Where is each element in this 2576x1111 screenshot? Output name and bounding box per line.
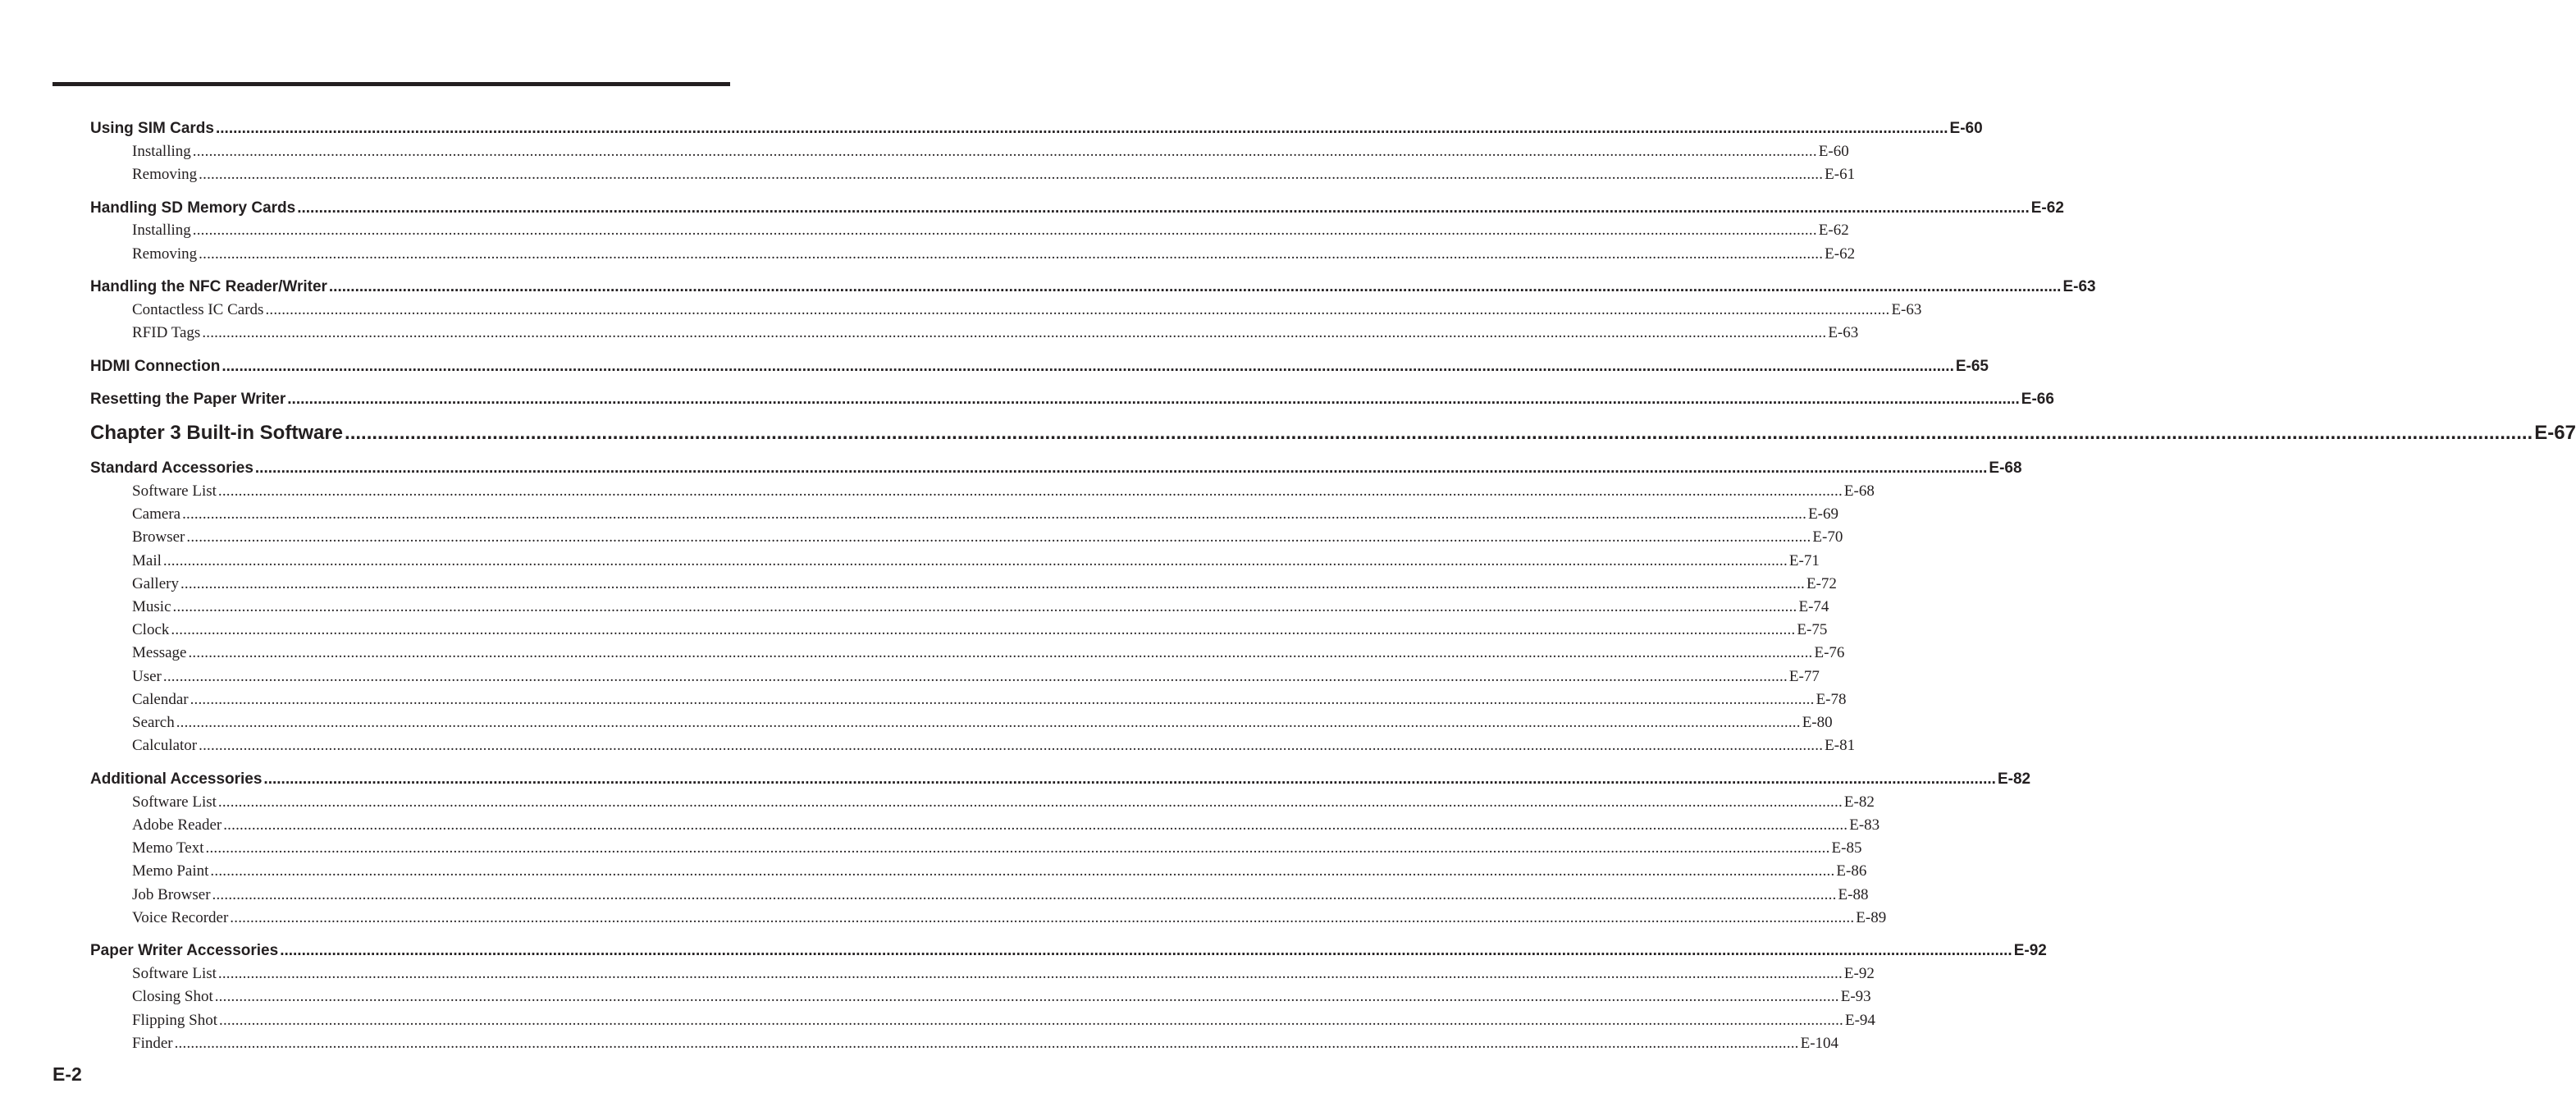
dot-leader: ................................................................................................................................................................................................................................................................................................................................................................................................................ xyxy=(287,391,2020,408)
toc-entry-label: Search xyxy=(132,714,175,731)
dot-leader: ................................................................................................................................................................................................................................................................................................................................................................................................................ xyxy=(263,770,1996,788)
toc-subentry[interactable] xyxy=(132,324,1859,342)
toc-subentry[interactable] xyxy=(132,965,1875,983)
toc-entry-label: Flipping Shot xyxy=(132,1012,217,1029)
dot-leader: ................................................................................................................................................................................................................................................................................................................................................................................................................ xyxy=(186,528,1811,546)
toc-subentry[interactable] xyxy=(132,839,1862,857)
toc-entry-page: E-68 xyxy=(1989,459,2022,477)
toc-entry-label: Calendar xyxy=(132,691,189,708)
toc-subentry[interactable] xyxy=(132,988,1871,1006)
dot-leader: ................................................................................................................................................................................................................................................................................................................................................................................................................ xyxy=(188,644,1813,661)
toc-entry-page: E-78 xyxy=(1816,691,1847,708)
toc-section-entry[interactable] xyxy=(90,770,2031,789)
toc-entry-page: E-93 xyxy=(1840,988,1871,1005)
toc-subentry[interactable] xyxy=(132,301,1922,319)
dot-leader: ................................................................................................................................................................................................................................................................................................................................................................................................................ xyxy=(265,301,1890,318)
toc-entry-label: Memo Paint xyxy=(132,862,209,880)
toc-entry-label: Contactless IC Cards xyxy=(132,301,264,318)
dot-leader: ................................................................................................................................................................................................................................................................................................................................................................................................................ xyxy=(172,598,1797,615)
toc-entry-page: E-104 xyxy=(1800,1035,1839,1052)
dot-leader: ................................................................................................................................................................................................................................................................................................................................................................................................................ xyxy=(217,965,1843,982)
toc-entry-label: Software List xyxy=(132,965,217,982)
toc-entry-page: E-82 xyxy=(1997,770,2031,788)
toc-entry-label: Mail xyxy=(132,552,162,569)
toc-section-entry[interactable] xyxy=(90,942,2047,960)
toc-entry-page: E-77 xyxy=(1788,668,1820,685)
dot-leader: ................................................................................................................................................................................................................................................................................................................................................................................................................ xyxy=(162,668,1788,685)
toc-entry-label: Calculator xyxy=(132,737,198,754)
toc-subentry[interactable] xyxy=(132,1012,1875,1030)
toc-entry-page: E-85 xyxy=(1831,839,1862,857)
toc-subentry[interactable] xyxy=(132,143,1849,161)
toc-entry-label: Installing xyxy=(132,222,191,239)
toc-entry-label: Installing xyxy=(132,143,191,160)
toc-section-entry[interactable] xyxy=(90,199,2064,217)
toc-entry-page: E-88 xyxy=(1838,886,1869,903)
toc-entry-label: Handling SD Memory Cards xyxy=(90,199,296,217)
toc-entry-page: E-81 xyxy=(1825,737,1856,754)
toc-subentry[interactable] xyxy=(132,886,1869,904)
toc-subentry[interactable] xyxy=(132,909,1887,927)
toc-entry-label: Software List xyxy=(132,793,217,811)
dot-leader: ................................................................................................................................................................................................................................................................................................................................................................................................................ xyxy=(199,166,1824,183)
toc-entry-page: E-61 xyxy=(1825,166,1856,183)
toc-subentry[interactable] xyxy=(132,482,1875,501)
dot-leader: ................................................................................................................................................................................................................................................................................................................................................................................................................ xyxy=(219,1012,1843,1029)
dot-leader: ................................................................................................................................................................................................................................................................................................................................................................................................................ xyxy=(230,909,1855,926)
toc-entry-page: E-66 xyxy=(2021,391,2054,408)
toc-entry-page: E-86 xyxy=(1836,862,1867,880)
toc-entry-label: Resetting the Paper Writer xyxy=(90,391,286,408)
toc-subentry[interactable] xyxy=(132,793,1875,812)
toc-entry-page: E-83 xyxy=(1849,816,1880,834)
toc-entry-page: E-63 xyxy=(2062,278,2096,295)
toc-entry-page: E-62 xyxy=(2030,199,2064,217)
toc-entry-label: Chapter 3 Built-in Software xyxy=(90,422,344,444)
toc-entry-page: E-94 xyxy=(1845,1012,1875,1029)
toc-section-entry[interactable] xyxy=(90,459,2022,478)
toc-entry-label: Finder xyxy=(132,1035,173,1052)
toc-entry-page: E-63 xyxy=(1828,324,1859,341)
toc-entry-page: E-76 xyxy=(1814,644,1845,661)
toc-entry-label: Job Browser xyxy=(132,886,211,903)
dot-leader: ................................................................................................................................................................................................................................................................................................................................................................................................................ xyxy=(345,422,2533,444)
toc-entry-page: E-63 xyxy=(1891,301,1922,318)
toc-entry-label: Handling the NFC Reader/Writer xyxy=(90,278,327,295)
toc-entry-label: Adobe Reader xyxy=(132,816,222,834)
dot-leader: ................................................................................................................................................................................................................................................................................................................................................................................................................ xyxy=(174,1035,1799,1052)
toc-section-entry[interactable] xyxy=(90,391,2054,409)
toc-entry-label: Paper Writer Accessories xyxy=(90,942,279,959)
dot-leader: ................................................................................................................................................................................................................................................................................................................................................................................................................ xyxy=(222,358,1954,375)
dot-leader: ................................................................................................................................................................................................................................................................................................................................................................................................................ xyxy=(210,862,1835,880)
toc-entry-page: E-62 xyxy=(1825,245,1856,263)
dot-leader: ................................................................................................................................................................................................................................................................................................................................................................................................................ xyxy=(192,222,1817,239)
dot-leader: ................................................................................................................................................................................................................................................................................................................................................................................................................ xyxy=(205,839,1830,857)
toc-entry-label: Voice Recorder xyxy=(132,909,229,926)
toc-entry-label: Gallery xyxy=(132,575,179,592)
toc-entry-page: E-92 xyxy=(2013,942,2047,959)
toc-entry-label: Camera xyxy=(132,505,181,523)
dot-leader: ................................................................................................................................................................................................................................................................................................................................................................................................................ xyxy=(190,691,1815,708)
toc-section-entry[interactable] xyxy=(90,120,1983,138)
toc-entry-page: E-92 xyxy=(1843,965,1875,982)
toc-subentry[interactable] xyxy=(132,528,1843,546)
toc-subentry[interactable] xyxy=(132,552,1820,570)
toc-entry-page: E-71 xyxy=(1788,552,1820,569)
toc-entry-label: Clock xyxy=(132,621,170,638)
dot-leader: ................................................................................................................................................................................................................................................................................................................................................................................................................ xyxy=(217,793,1843,811)
toc-subentry[interactable] xyxy=(132,245,1856,263)
dot-leader: ................................................................................................................................................................................................................................................................................................................................................................................................................ xyxy=(182,505,1807,523)
toc-section-entry[interactable] xyxy=(90,278,2096,296)
dot-leader: ................................................................................................................................................................................................................................................................................................................................................................................................................ xyxy=(254,459,1988,477)
dot-leader: ................................................................................................................................................................................................................................................................................................................................................................................................................ xyxy=(162,552,1788,569)
toc-subentry[interactable] xyxy=(132,737,1856,755)
toc-entry-page: E-89 xyxy=(1856,909,1887,926)
toc-entry-page: E-68 xyxy=(1843,482,1875,500)
toc-subentry[interactable] xyxy=(132,598,1829,616)
toc-subentry[interactable] xyxy=(132,668,1820,686)
dot-leader: ................................................................................................................................................................................................................................................................................................................................................................................................................ xyxy=(212,886,1837,903)
dot-leader: ................................................................................................................................................................................................................................................................................................................................................................................................................ xyxy=(217,482,1843,500)
toc-entry-label: Closing Shot xyxy=(132,988,213,1005)
dot-leader: ................................................................................................................................................................................................................................................................................................................................................................................................................ xyxy=(202,324,1827,341)
toc-entry-label: Browser xyxy=(132,528,185,546)
dot-leader: ................................................................................................................................................................................................................................................................................................................................................................................................................ xyxy=(199,737,1824,754)
toc-entry-label: Standard Accessories xyxy=(90,459,253,477)
toc-entry-page: E-62 xyxy=(1818,222,1849,239)
toc-entry-page: E-80 xyxy=(1802,714,1833,731)
dot-leader: ................................................................................................................................................................................................................................................................................................................................................................................................................ xyxy=(215,120,1948,137)
toc-entry-label: User xyxy=(132,668,162,685)
toc-entry-label: HDMI Connection xyxy=(90,358,221,375)
dot-leader: ................................................................................................................................................................................................................................................................................................................................................................................................................ xyxy=(180,575,1805,592)
toc-entry-page: E-75 xyxy=(1797,621,1828,638)
toc-subentry[interactable] xyxy=(132,1035,1839,1053)
toc-entry-page: E-74 xyxy=(1798,598,1829,615)
toc-entry-label: Using SIM Cards xyxy=(90,120,214,137)
dot-leader: ................................................................................................................................................................................................................................................................................................................................................................................................................ xyxy=(199,245,1824,263)
toc-subentry[interactable] xyxy=(132,166,1856,184)
toc-subentry[interactable] xyxy=(132,505,1839,523)
top-rule xyxy=(53,82,730,86)
toc-subentry[interactable] xyxy=(132,714,1833,732)
toc-chapter-entry[interactable] xyxy=(90,422,2576,445)
dot-leader: ................................................................................................................................................................................................................................................................................................................................................................................................................ xyxy=(171,621,1796,638)
toc-entry-label: Software List xyxy=(132,482,217,500)
toc-entry-label: Removing xyxy=(132,245,198,263)
dot-leader: ................................................................................................................................................................................................................................................................................................................................................................................................................ xyxy=(214,988,1839,1005)
toc-entry-page: E-70 xyxy=(1812,528,1843,546)
toc-subentry[interactable] xyxy=(132,575,1837,593)
dot-leader: ................................................................................................................................................................................................................................................................................................................................................................................................................ xyxy=(223,816,1848,834)
dot-leader: ................................................................................................................................................................................................................................................................................................................................................................................................................ xyxy=(192,143,1817,160)
toc-subentry[interactable] xyxy=(132,862,1867,880)
dot-leader: ................................................................................................................................................................................................................................................................................................................................................................................................................ xyxy=(176,714,1801,731)
dot-leader: ................................................................................................................................................................................................................................................................................................................................................................................................................ xyxy=(280,942,2012,959)
toc-entry-label: RFID Tags xyxy=(132,324,201,341)
toc-entry-page: E-72 xyxy=(1806,575,1837,592)
toc-subentry[interactable] xyxy=(132,621,1828,639)
toc-subentry[interactable] xyxy=(132,222,1849,240)
toc-subentry[interactable] xyxy=(132,816,1880,834)
toc-entry-label: Removing xyxy=(132,166,198,183)
dot-leader: ................................................................................................................................................................................................................................................................................................................................................................................................................ xyxy=(297,199,2030,217)
page-number: E-2 xyxy=(53,1063,82,1085)
toc-entry-page: E-69 xyxy=(1808,505,1839,523)
toc-entry-page: E-67 xyxy=(2534,422,2576,444)
dot-leader: ................................................................................................................................................................................................................................................................................................................................................................................................................ xyxy=(328,278,2062,295)
toc-subentry[interactable] xyxy=(132,691,1847,709)
toc-entry-label: Music xyxy=(132,598,171,615)
toc-entry-page: E-60 xyxy=(1818,143,1849,160)
toc-entry-page: E-82 xyxy=(1843,793,1875,811)
toc-entry-page: E-65 xyxy=(1955,358,1989,375)
toc-entry-label: Additional Accessories xyxy=(90,770,263,788)
toc-section-entry[interactable] xyxy=(90,358,1989,376)
toc-subentry[interactable] xyxy=(132,644,1845,662)
toc-entry-page: E-60 xyxy=(1949,120,1983,137)
toc-entry-label: Message xyxy=(132,644,187,661)
toc-entry-label: Memo Text xyxy=(132,839,204,857)
